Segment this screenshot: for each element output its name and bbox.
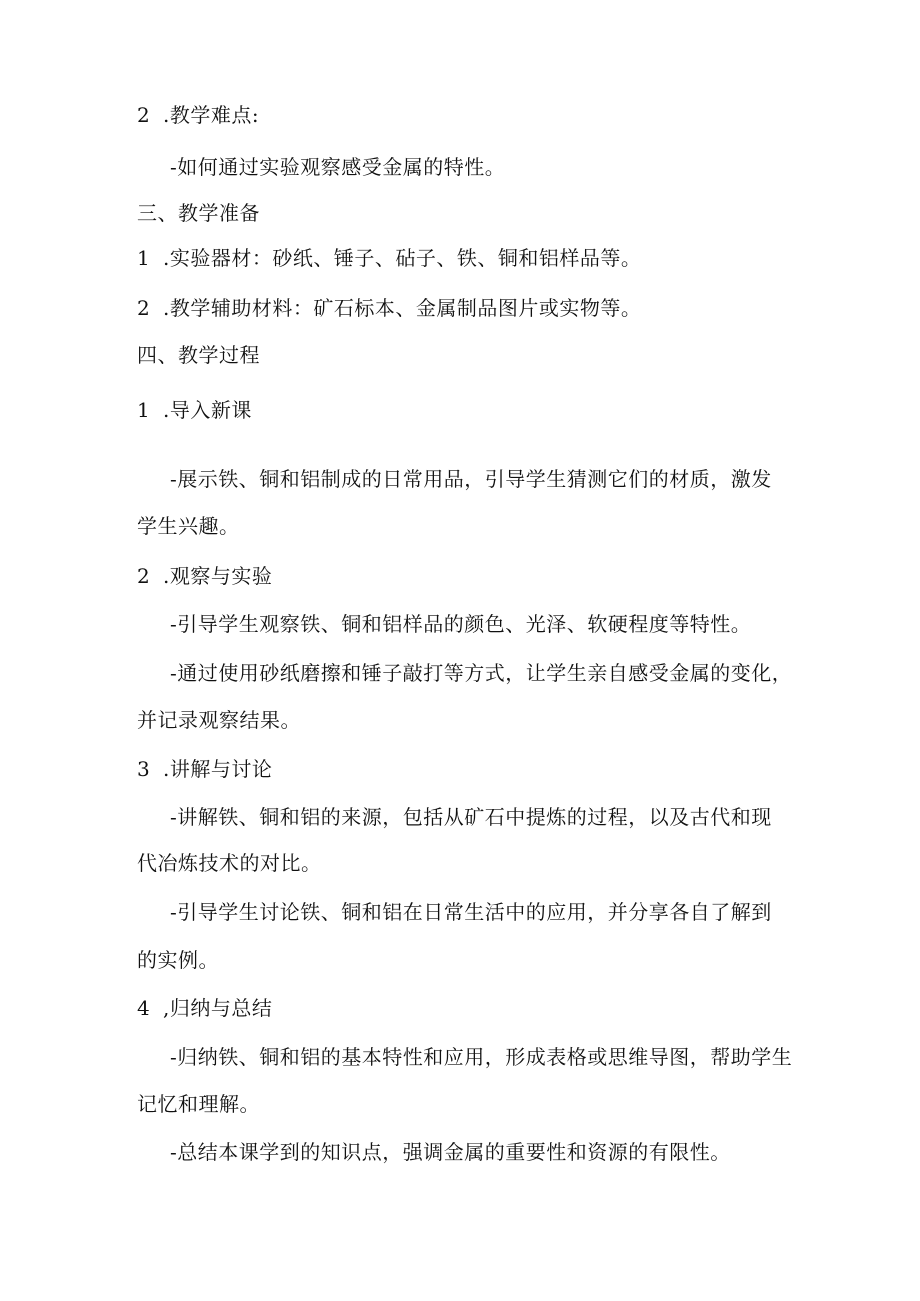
item-text: .教学辅助材料：矿石标本、金属制品图片或实物等。 [163, 296, 642, 320]
item-introduction [137, 398, 252, 422]
item-number: 1 [137, 246, 151, 270]
item-number: 2 [137, 564, 151, 588]
item-text: ,归纳与总结 [163, 996, 273, 1020]
paragraph-line: -如何通过实验观察感受金属的特性。 [170, 155, 506, 179]
paragraph-line: -引导学生观察铁、铜和铝样品的颜色、光泽、软硬程度等特性。 [170, 612, 752, 636]
paragraph-line: -引导学生讨论铁、铜和铝在日常生活中的应用，并分享各自了解到 [170, 900, 772, 924]
item-text: .讲解与讨论 [163, 757, 273, 781]
item-materials [137, 246, 641, 270]
item-number: 2 [137, 296, 151, 320]
item-number: 1 [137, 398, 151, 422]
item-discussion [137, 757, 272, 781]
paragraph-line: 的实例。 [137, 948, 219, 972]
item-number: 4 [137, 996, 151, 1020]
paragraph-line: -通过使用砂纸磨擦和锤子敲打等方式，让学生亲自感受金属的变化， [170, 661, 793, 685]
paragraph-line: -展示铁、铜和铝制成的日常用品，引导学生猜测它们的材质，激发 [170, 467, 772, 491]
section-heading-preparation: 三、教学准备 [137, 201, 260, 225]
item-number: 3 [137, 757, 151, 781]
item-summary [137, 996, 272, 1020]
paragraph-line: -总结本课学到的知识点，强调金属的重要性和资源的有限性。 [170, 1140, 731, 1164]
item-observation [137, 564, 272, 588]
item-text: .实验器材：砂纸、锤子、砧子、铁、铜和铝样品等。 [163, 246, 642, 270]
paragraph-line: -讲解铁、铜和铝的来源，包括从矿石中提炼的过程，以及古代和现 [170, 805, 772, 829]
paragraph-line: -归纳铁、铜和铝的基本特性和应用，形成表格或思维导图，帮助学生 [170, 1045, 793, 1069]
paragraph-line: 代冶炼技术的对比。 [137, 851, 322, 875]
item-aids [137, 296, 641, 320]
paragraph-line: 并记录观察结果。 [137, 708, 301, 732]
item-text: .导入新课 [163, 398, 252, 422]
paragraph-line: 记忆和理解。 [137, 1092, 260, 1116]
paragraph-line: 学生兴趣。 [137, 514, 240, 538]
item-text: .教学难点: [163, 103, 260, 127]
item-heading-difficulty [137, 103, 259, 127]
section-heading-process: 四、教学过程 [137, 343, 260, 367]
item-text: .观察与实验 [163, 564, 273, 588]
item-number: 2 [137, 103, 151, 127]
